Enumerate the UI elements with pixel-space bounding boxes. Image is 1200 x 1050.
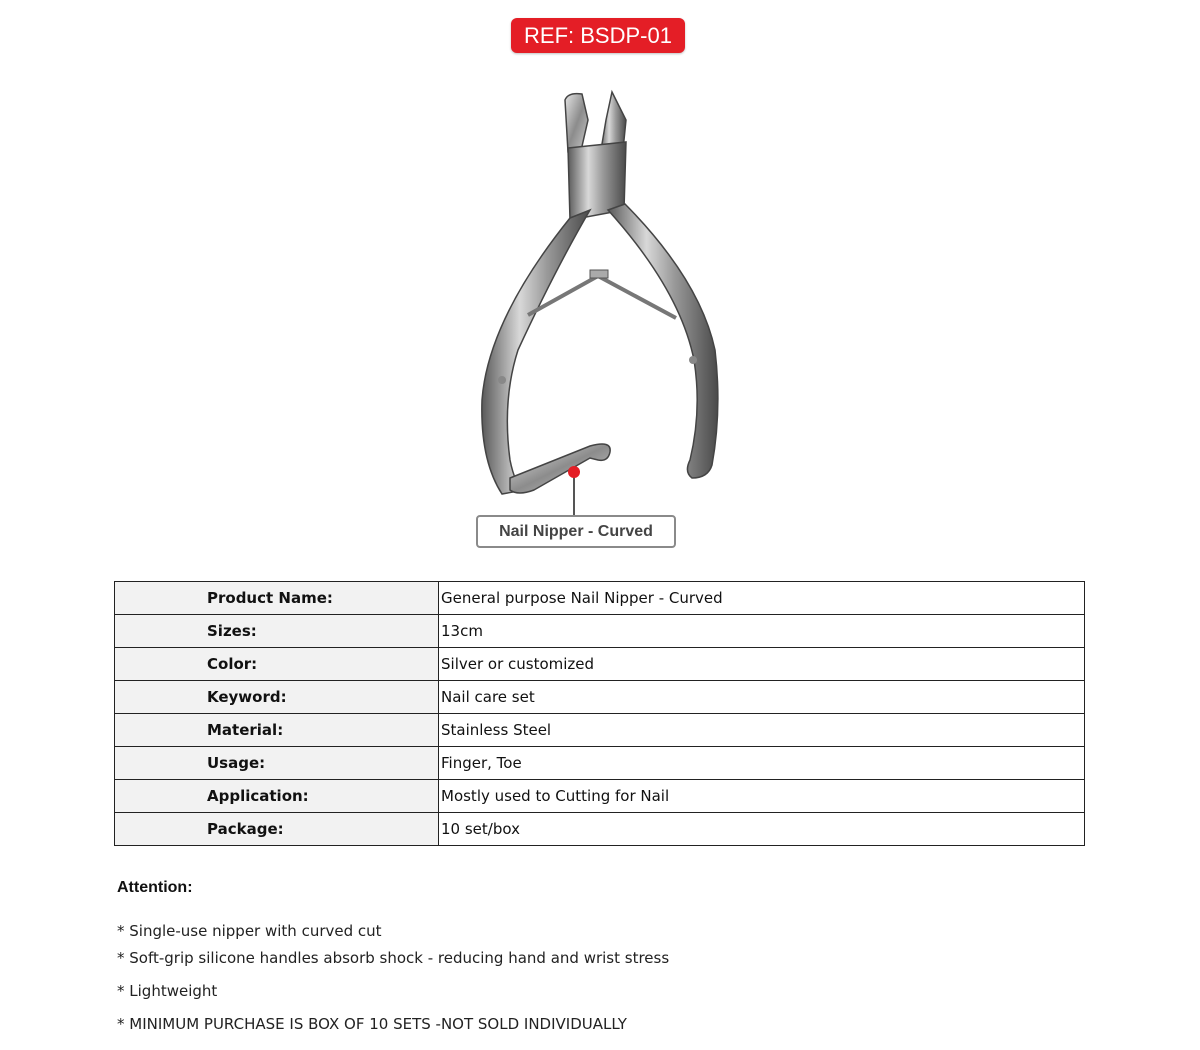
spec-value: General purpose Nail Nipper - Curved: [439, 582, 1085, 615]
nail-nipper-image: [440, 80, 760, 560]
ref-badge: REF: BSDP-01: [511, 18, 685, 53]
spec-label: Package:: [115, 813, 439, 846]
product-callout-label: Nail Nipper - Curved: [476, 515, 676, 548]
spec-value: 10 set/box: [439, 813, 1085, 846]
spec-row: [115, 615, 1085, 648]
attention-note: * MINIMUM PURCHASE IS BOX OF 10 SETS -NOT SOLD INDIVIDUALLY: [117, 1015, 627, 1033]
spec-label: Sizes:: [115, 615, 439, 648]
spec-label: Application:: [115, 780, 439, 813]
spec-value: 13cm: [439, 615, 1085, 648]
spec-label: Color:: [115, 648, 439, 681]
spec-value: Finger, Toe: [439, 747, 1085, 780]
spec-value: Mostly used to Cutting for Nail: [439, 780, 1085, 813]
spec-label: Material:: [115, 714, 439, 747]
spec-row: [115, 681, 1085, 714]
attention-note: * Lightweight: [117, 982, 218, 1000]
spec-row: [115, 714, 1085, 747]
spec-row: [115, 648, 1085, 681]
spec-value: Nail care set: [439, 681, 1085, 714]
spec-label: Keyword:: [115, 681, 439, 714]
spec-row: [115, 780, 1085, 813]
spec-row: [115, 747, 1085, 780]
spec-row: [115, 813, 1085, 846]
spec-row: [115, 582, 1085, 615]
spec-value: Stainless Steel: [439, 714, 1085, 747]
spec-label: Product Name:: [115, 582, 439, 615]
attention-title: Attention:: [117, 879, 193, 896]
spec-table: [114, 581, 1085, 846]
spec-value: Silver or customized: [439, 648, 1085, 681]
spec-label: Usage:: [115, 747, 439, 780]
attention-note: * Single-use nipper with curved cut: [117, 922, 382, 940]
attention-note: * Soft-grip silicone handles absorb shock - reducing hand and wrist stress: [117, 949, 670, 967]
